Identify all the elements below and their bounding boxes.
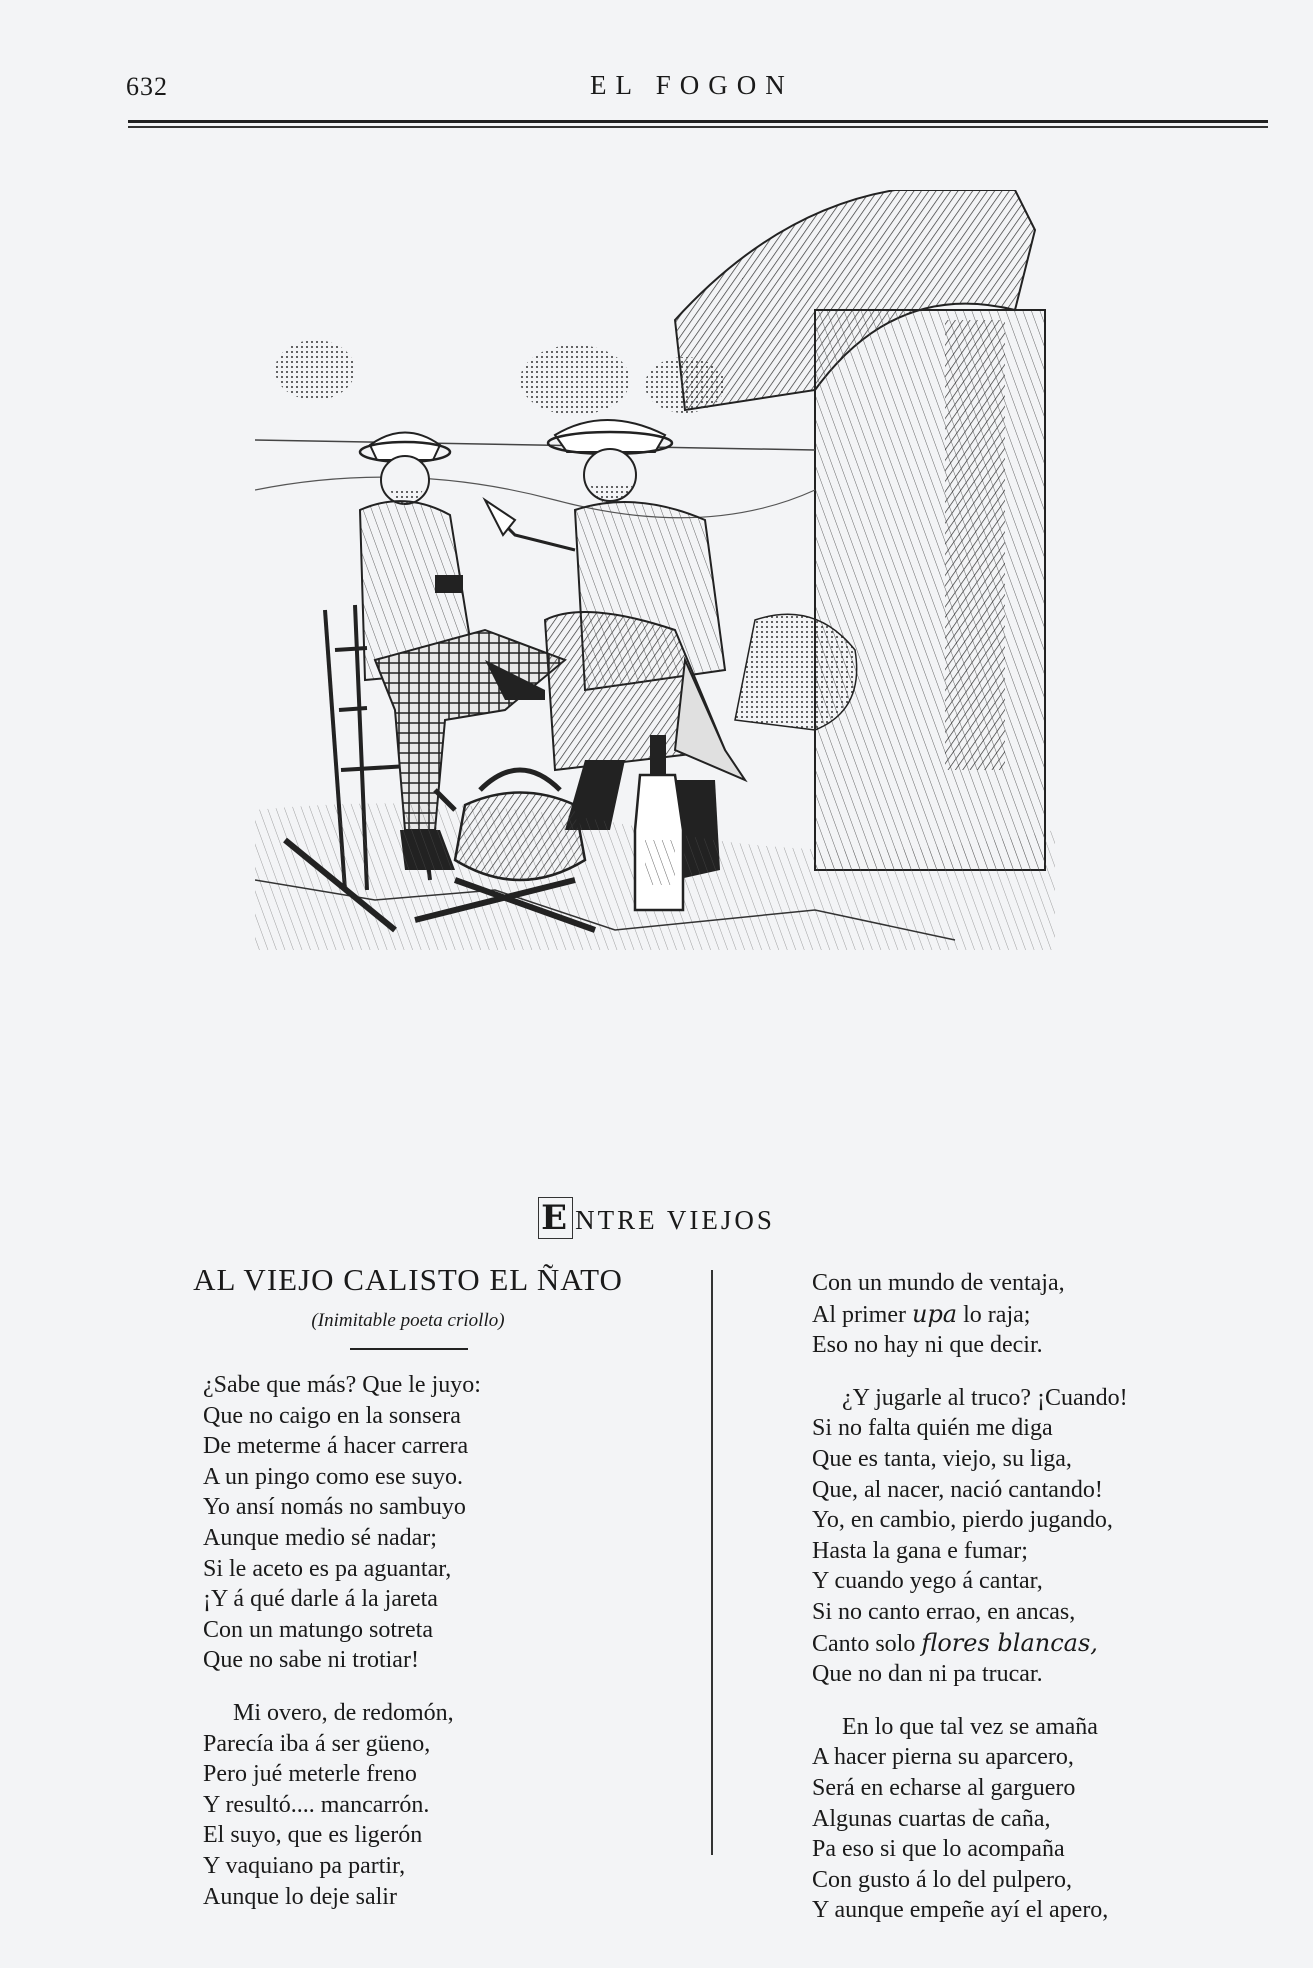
verse-line: Algunas cuartas de caña, — [812, 1805, 1051, 1832]
poem-title: AL VIEJO CALISTO EL ÑATO — [193, 1262, 623, 1297]
verse-line: Eso no hay ni que decir. — [812, 1332, 1043, 1359]
italic-word: upa — [911, 1299, 958, 1328]
verse-line: Que no caigo en la sonsera — [203, 1402, 461, 1429]
hut-wall — [815, 310, 1045, 870]
verse-line: A hacer pierna su aparcero, — [812, 1744, 1074, 1771]
verse-line: Yo, en cambio, pierdo jugando, — [812, 1507, 1113, 1534]
stanza — [812, 1383, 1252, 1690]
verse-line: Hasta la gana e fumar; — [812, 1537, 1028, 1564]
verse-line: Parecía iba á ser güeno, — [203, 1730, 431, 1757]
verse-text: Al primer — [812, 1301, 912, 1328]
stanza — [203, 1698, 703, 1912]
verse-line: Aunque medio sé nadar; — [203, 1524, 437, 1551]
verse-line: Será en echarse al garguero — [812, 1774, 1076, 1801]
poem-right-column — [812, 1268, 1252, 1948]
verse-line: ¿Y jugarle al truco? ¡Cuando! — [842, 1384, 1128, 1411]
verse-line: Con gusto á lo del pulpero, — [812, 1866, 1072, 1893]
verse-line: Que es tanta, viejo, su liga, — [812, 1445, 1072, 1472]
section-title-initial: E — [538, 1197, 573, 1239]
header-rule-secondary — [128, 126, 1268, 128]
verse-line: Pero jué meterle freno — [203, 1761, 417, 1788]
bottle — [635, 735, 683, 910]
verse-line: Y cuando yego á cantar, — [812, 1568, 1043, 1595]
stanza — [812, 1268, 1252, 1361]
verse-line: Si no falta quién me diga — [812, 1415, 1053, 1442]
verse-text: Canto solo — [812, 1630, 922, 1657]
verse-line: ¡Y á qué darle á la jareta — [203, 1586, 438, 1613]
verse-line: Y resultó.... mancarrón. — [203, 1791, 430, 1818]
stanza — [203, 1370, 703, 1676]
verse-line: Con un mundo de ventaja, — [812, 1270, 1065, 1296]
page-header — [0, 62, 1313, 102]
verse-line: Que, al nacer, nació cantando! — [812, 1476, 1103, 1503]
verse-line: Aunque lo deje salir — [203, 1883, 397, 1910]
section-title-rest: NTRE VIEJOS — [575, 1205, 775, 1235]
verse-line: Si no canto errao, en ancas, — [812, 1598, 1076, 1625]
verse-line: Y vaquiano pa partir, — [203, 1852, 406, 1879]
verse-line: El suyo, que es ligerón — [203, 1822, 423, 1849]
section-title — [0, 1198, 1313, 1238]
verse-line: Con un matungo sotreta — [203, 1616, 433, 1643]
verse-line: Pa eso si que lo acompaña — [812, 1836, 1065, 1863]
verse-line: ¿Sabe que más? Que le juyo: — [203, 1372, 481, 1398]
engraving-illustration — [255, 190, 1065, 1170]
column-divider — [711, 1270, 713, 1855]
poem-left-column — [203, 1370, 703, 1934]
verse-line: Yo ansí nomás no sambuyo — [203, 1494, 466, 1521]
running-title: EL FOGON — [590, 70, 794, 100]
verse-line: Mi overo, de redomón, — [233, 1699, 454, 1726]
verse-line: Si le aceto es pa aguantar, — [203, 1555, 452, 1582]
verse-line: En lo que tal vez se amaña — [842, 1713, 1098, 1740]
stanza — [812, 1712, 1252, 1926]
verse-line: Que no dan ni pa trucar. — [812, 1661, 1043, 1688]
italic-phrase: flores blancas, — [921, 1628, 1098, 1657]
verse-text: lo raja; — [957, 1301, 1031, 1328]
header-rule — [128, 120, 1268, 123]
verse-line: De meterme á hacer carrera — [203, 1433, 469, 1460]
poem-subtitle: (Inimitable poeta criollo) — [311, 1310, 505, 1331]
verse-line — [812, 1628, 1252, 1660]
verse-line: Y aunque empeñe ayí el apero, — [812, 1897, 1109, 1924]
verse-line — [812, 1299, 1252, 1331]
page-number: 632 — [126, 72, 168, 101]
verse-line: A un pingo como ese suyo. — [203, 1463, 463, 1490]
verse-line: Que no sabe ni trotiar! — [203, 1647, 419, 1674]
subtitle-rule — [350, 1348, 468, 1350]
